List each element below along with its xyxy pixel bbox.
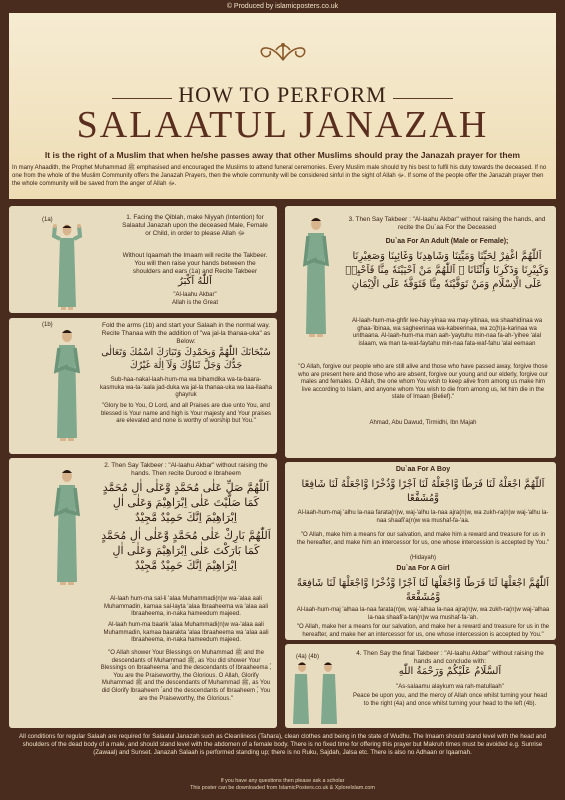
person-salaam-left-icon [314, 660, 344, 728]
person-salaam-right-icon [286, 660, 316, 728]
footer-download: This poster can be downloaded from IslamicPosters.co.uk & XploreIslam.com [190, 784, 375, 791]
person-raising-hands-icon [49, 222, 85, 312]
adult-dua-meaning: "O Allah, forgive our people who are still alive and those who have passed away, forgive those who are present here and those who are absent, forgive our young and our elderly, forgive our males and females. O Allah, the one whom You wish to keep alive from among us make him live according to Islam, and anyone whom You wish to die from among us, let him die in the state of Imaan (Belief)." [298, 364, 548, 401]
boy-dua-arabic: اَللّٰهُمَّ اجْعَلْهُ لَنَا فَرَطًا وَّاجْعَلْهُ لَنَا اَجْرًا وَّذُخْرًا وَّاجْعَلْهُ لَنَا شَافِعًا وَّمُشَفَّعًا [301, 479, 545, 504]
step2-meaning: "O Allah shower Your Blessings on Muhammad ﷺ and the descendants of Muhammad ﷺ, as You did shower Your Blessings on Ibraaheema ؑ and the descendants of Ibraaheema ؑ, You are the Praiseworthy, the Glorious. O Allah, Glorify Muhammad ﷺ and the descendants of Muhammad ﷺ, as You did Glorify Ibraaheem ؑ and the descendants of Ibraaheem ؑ, You are the Praiseworthy, the Glorious." [100, 650, 272, 702]
boy-dua-source: (Hidayah) [409, 555, 436, 561]
boy-dua-translit: Al-laah-hum-maj 'alhu la-naa farata(n)w, waj-'alhu la-naa ajra(n)w, wa zukh-ra(n)w waj-'alhu la-naa shaafi'a(n)w wa mushaf-fa-'aa. [297, 510, 549, 524]
adult-dua-translit: Al-laah-hum-ma-ghfir lee-hay-yinaa wa may-yitinaa, wa shaahidinaa wa ghaa-'ibinaa, wa sagheerinaa wa-kabeerinaa, wa zc(h)a-karinaa wa unthaana. Al-laah-hum-ma man aah-'yaytuhu min-naa fa-ah-'yihee 'alal islaam, wa man ta-wat-faytahu min-naa fata-waf-fahu 'alal eemaan [351, 318, 543, 347]
step1b-arabic: سُبْحَانَكَ اللّٰهُمَّ وَبِحَمْدِكَ وَتَبَارَكَ اسْمُكَ وَتَعَالٰى جَدُّكَ وَجَلَّ ثَنَاؤُكَ وَلَآ اِلٰهَ غَيْرُكَ [101, 347, 271, 371]
step1b-text: Fold the arms (1b) and start your Salaah in the normal way. Recite Thanaa with the addition of "wa jal-la thanaa-uka" as Below: [101, 322, 271, 345]
step3-text: 3. Then Say Takbeer : "Al-laahu Akbar" without raising the hands, and recite the Du`aa For the Deceased [348, 216, 546, 231]
credit-text: © Produced by islamicposters.co.uk [226, 3, 339, 10]
footer-text: All conditions for regular Salaah are required for Salaatul Janazah such as Cleanliness (Tahara), clean clothes and being in the state of Wudhu. The Imaam should stand level with the head and shoulders of the dead body of a male, and should stand level with the abdomen of a female body. There is no fixed time for offering this prayer but Makruh times must be avoided e.g. Sunrise (Zawaal) and Sunset. Janazah Salaah is performed standing up; there is no Ruku, Sajdah, Jalsa etc. There is also no Adhaan or Iqaamah. [18, 733, 547, 756]
step1-meaning: Allah is the Great [171, 300, 219, 306]
lead-text: It is the right of a Muslim that when he/she passes away that other Muslims should pray the Janazah prayer for them [44, 150, 521, 160]
title-line1: HOW TO PERFORM [178, 82, 387, 107]
step1b-meaning: "Glory be to You, O Lord, and all Praises are due unto You, and blessed is Your name and high is Your majesty and Your praises are elevated and none is worthy of worship but You." [100, 403, 272, 425]
girl-dua-translit: Al-laah-hum-maj 'alhaa la-naa farata(n)w, waj-'alhaa la-naa ajra(n)w, wa zukh-ra(n)w waj-'alhaa la-naa shaafi'a-tan(n)w wa mushaf-fa-'ah. [296, 607, 550, 621]
step2-translit1: Al-laah hum-ma sal-li 'alaa Muhammadi(n)w wa-'alaa aali Muhammadin, kamaa sal-layta 'alaa Ibraaheema wa 'alaa aali Ibraaheema, in-naka hameedum majeed. [103, 596, 269, 618]
step2-translit2: Al-laah hum-ma baarik 'alaa Muhammadi(n)w wa-'alaa aali Muhammadin, kamaa baarakta 'alaa Ibraaheema wa 'alaa aali Ibraaheema, in-naka hameedum majeed. [103, 622, 269, 644]
ornament-icon [252, 40, 314, 64]
step2-arabic1: اَللّٰهُمَّ صَلِّ عَلٰى مُحَمَّدٍ وَّعَلٰى اٰلِ مُحَمَّدٍ كَمَا صَلَّيْتَ عَلٰى اِبْرَاهِيْمَ وَعَلٰى اٰلِ اِبْرَاهِيْمَ اِنَّكَ حَمِيْدٌ مَّجِيْدٌ [102, 481, 270, 524]
step2-text: 2. Then Say Takbeer : "Al-laahu Akbar" without raising the hands. Then recite Durood e Ibraheem [104, 462, 268, 477]
girl-dua-heading: Du`aa For A Girl [396, 565, 450, 572]
person-standing-icon [48, 466, 86, 590]
step4-text: 4. Then Say the final Takbeer : "Al-laahu Akbar" without raising the hands and conclude with: [356, 650, 544, 665]
girl-dua-meaning: "O Allah, make her a means for our salvation, and make her a reward and treasure for us in the hereafter, and make her an intercessor for us, one whose intercession is accepted by You." [296, 624, 550, 638]
person-folded-arms-icon [48, 326, 86, 446]
step1-text: 1. Facing the Qiblah, make Niyyah (Intention) for Salaatul Janazah upon the deceased Male, Female or Child, in order to please Allah ﷻ [122, 214, 268, 237]
step2-arabic2: اَللّٰهُمَّ بَارِكْ عَلٰى مُحَمَّدٍ وَّعَلٰى اٰلِ مُحَمَّدٍ كَمَا بَارَكْتَ عَلٰى اِبْرَاهِيْمَ وَعَلٰى اٰلِ اِبْرَاهِيْمَ اِنَّكَ حَمِيْدٌ مَّجِيْدٌ [101, 529, 271, 572]
figure-label-4: (4a) (4b) [296, 654, 320, 660]
footer-credits [0, 778, 565, 791]
figure-label-1b: (1b) [42, 322, 53, 328]
adult-dua-arabic: اَللّٰهُمَّ اغْفِرْ لِحَيِّنَا وَمَيِّتِنَا وَشَاهِدِنَا وَغَائِبِنَا وَصَغِيْرِنَا وَكَبِيْرِنَا وَذَكَرِنَا وَاُنْثَانَا ۔ اَللّٰهُمَّ مَنْ اَحْيَيْتَهٗ مِنَّا فَاَحْيِهٖ عَلَى الْاِسْلَامِ وَمَنْ تَوَفَّيْتَهٗ مِنَّا فَتَوَفَّهٗ عَلَى الْاِيْمَانِ [345, 251, 549, 290]
step1-translit: "Al-laahu Akbar" [173, 292, 217, 298]
girl-dua-arabic: اَللّٰهُمَّ اجْعَلْهَا لَنَا فَرَطًا وَّاجْعَلْهَا لَنَا اَجْرًا وَّذُخْرًا وَّاجْعَلْهَا لَنَا شَافِعَةً وَّمُشَفَّعَةً [296, 578, 550, 603]
adult-dua-source: Ahmad, Abu Dawud, Tirmidhi, Ibn Majah [369, 420, 477, 426]
figure-label-1a: (1a) [42, 217, 53, 223]
boy-dua-heading: Du`aa For A Boy [395, 466, 451, 473]
boy-dua-meaning: "O Allah, make him a means for our salvation, and make him a reward and treasure for us in the hereafter, and make him an intercessor for us, one whose intercession is accepted by You." [296, 532, 550, 546]
footer-question: If you have any questions then please ask a scholar [220, 778, 345, 784]
step4-arabic: اَلسَّلَامُ عَلَيْكُمْ وَرَحْمَةُ اللّٰهِ [398, 666, 502, 677]
step4-meaning: Peace be upon you, and the mercy of Allah once whilst turning your head to the right (4a) and once whilst turning your head to the left (4b). [352, 693, 548, 707]
step1-arabic: اَللّٰهُ اَكْبَرُ [178, 276, 212, 287]
step4-translit: "As-salaamu alaykum wa rah-matullaah" [396, 684, 504, 690]
page-title: SALAATUL JANAZAH [76, 104, 489, 146]
intro-text: In many Ahaadith, the Prophet Muhammad ﷺ emphasised and encouraged the Muslims to attend funeral ceremonies. Every Muslim male should try his best to fulfil his duty towards the deceased. If no one from the whole of the Muslim Community offers the Janazah Prayers, then the whole community will be considered sinful in the sight of Allah ﷻ. If some of the people offer the Janazah prayer then the whole community will be saved from the anger of Allah ﷻ. [12, 165, 547, 187]
step1-text2: Without Iqaamah the Imaam will recite the Takbeer. You will then raise your hands between the shoulders and ears (1a) and Recite Takbeer [122, 252, 268, 275]
person-standing-takbeer-icon [296, 214, 336, 342]
step1b-translit: Sub-haa-nakal-laah-hum-ma wa bihamdika wa-ta-baara-kasmuka wa-ta-'aala jad-duka wa jal-la thanaa-uka wa laa-ilaaha ghayruk [100, 377, 272, 399]
adult-dua-heading: Du`aa For An Adult (Male or Female); [385, 238, 509, 245]
